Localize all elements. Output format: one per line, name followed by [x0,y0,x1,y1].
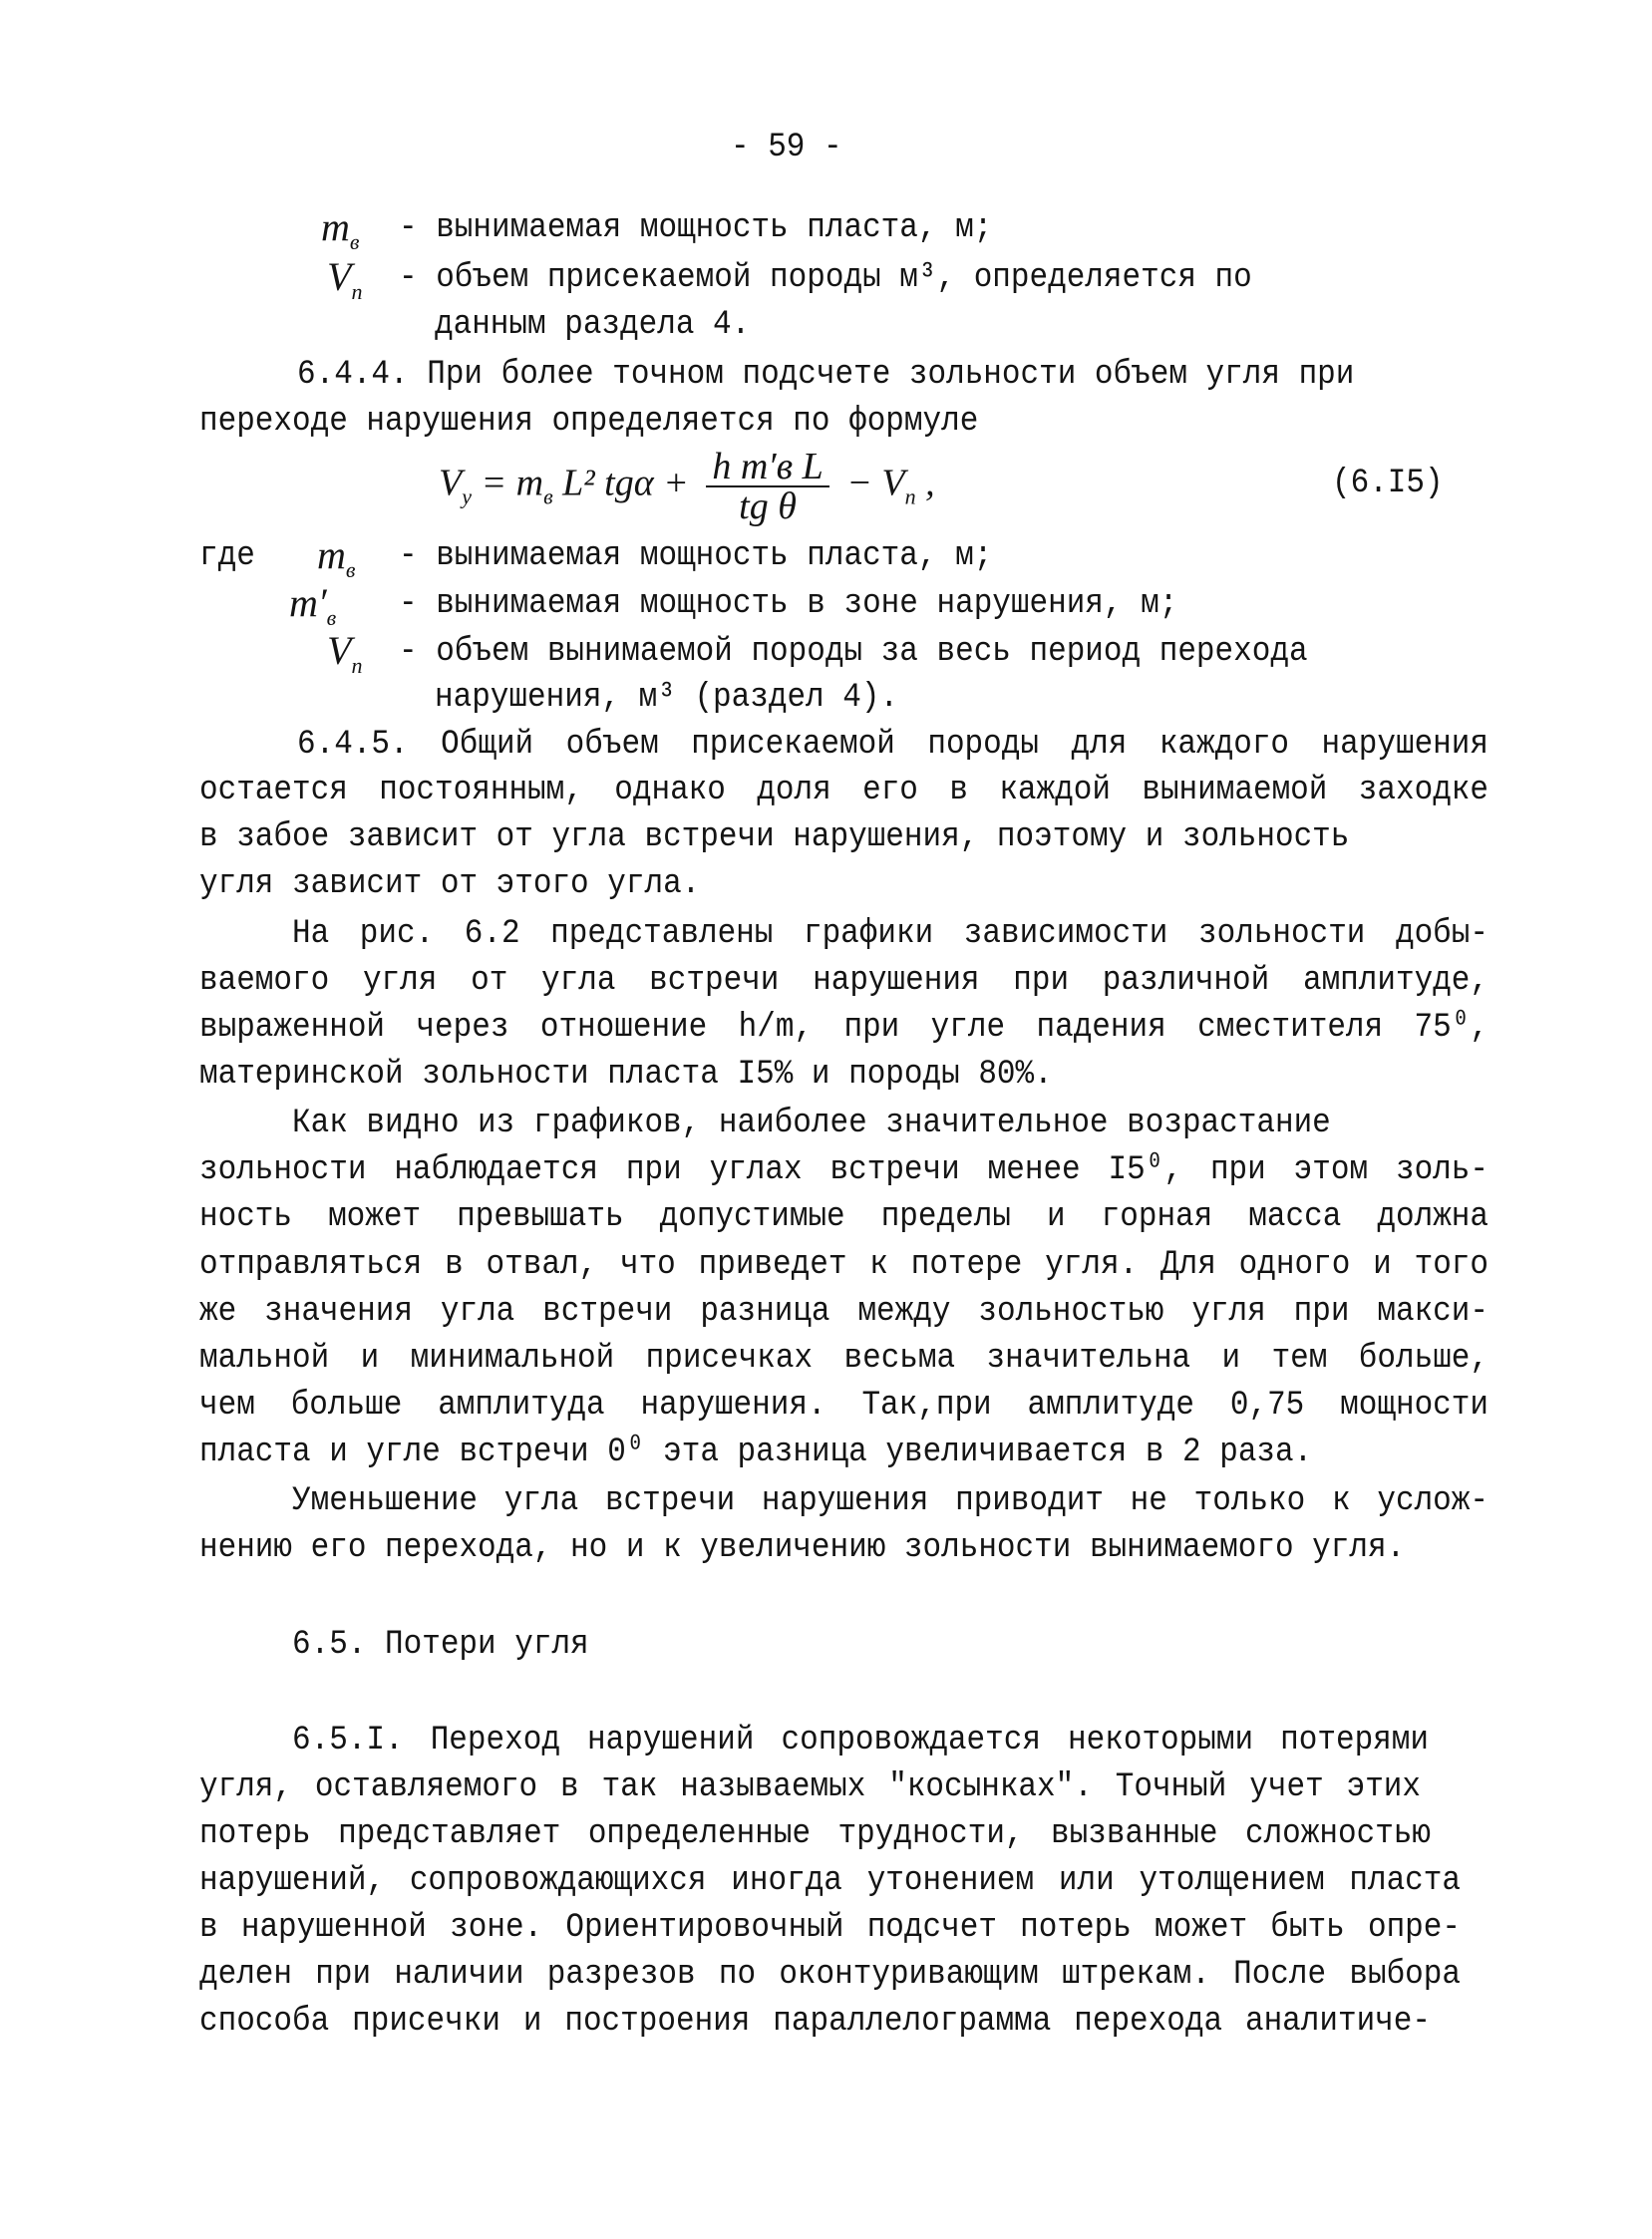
symbol-m-v [321,204,360,254]
paragraph-line: угля, оставляемого в так называемых "косынках". Точный учет этих [199,1766,1421,1807]
formula-eq: = [471,462,516,504]
symbol-text: V [327,628,352,673]
paragraph-line: ность может превышать допустимые пределы и горная масса должна [199,1196,1488,1237]
paragraph-line: в нарушенной зоне. Ориентировочный подсчет потерь может быть опре- [199,1907,1461,1948]
paragraph-line: Уменьшение угла встречи нарушения приводит не только к услож- [292,1480,1488,1521]
paragraph-line: отправляться в отвал, что приведет к потере угля. Для одного и того [199,1244,1488,1285]
formula-comma: , [915,462,935,504]
where-label: где [199,535,255,576]
paragraph-line: нению его перехода, но и к увеличению зольности вынимаемого угля. [199,1527,1406,1568]
paragraph-line: зольности наблюдается при углах встречи менее I5⁰, при этом золь- [199,1149,1488,1190]
symbol-v-p [327,254,363,304]
paragraph-line: угля зависит от этого угла. [199,863,701,904]
symbol-sub: п [351,279,363,304]
symbol-sub: в [345,557,356,582]
paragraph-line: остается постоянным, однако доля его в каждой вынимаемой заходке [199,770,1488,810]
symbol-text: V [327,254,352,299]
formula-6-15 [439,448,935,525]
formula-term-rest: L² tgα + [552,462,699,504]
paragraph-line: пласта и угле встречи 0⁰ эта разница увеличивается в 2 раза. [199,1432,1313,1472]
paragraph-line: чем больше амплитуда нарушения. Так,при амплитуде 0,75 мощности [199,1385,1488,1426]
formula-number: (6.I5) [1332,463,1444,503]
section-heading: 6.5. Потери угля [292,1624,589,1665]
paragraph-line: переходе нарушения определяется по формуле [199,401,979,442]
definition-line: нарушения, м³ (раздел 4). [435,677,899,718]
definition-line: данным раздела 4. [435,304,751,345]
paragraph-line: На рис. 6.2 представлены графики зависимости зольности добы- [292,913,1488,954]
paragraph-line: Как видно из графиков, наиболее значительное возрастание [292,1103,1331,1143]
paragraph-line: в забое зависит от угла встречи нарушения, поэтому и зольность [199,816,1350,857]
paragraph-line: же значения угла встречи разница между зольностью угля при макси- [199,1291,1488,1332]
definition-line: - вынимаемая мощность пласта, м; [399,207,993,248]
fraction-numerator: h m′в L [706,448,828,487]
definition-line: - объем присекаемой породы м³, определяется по [399,257,1252,298]
paragraph-line: 6.4.4. При более точном подсчете зольности объем угля при [297,354,1355,395]
formula-tail-sub: п [904,483,916,509]
paragraph-line: мальной и минимальной присечках весьма значительна и тем больше, [199,1338,1488,1379]
paragraph-line: нарушений, сопровождающихся иногда утонением или утолщением пласта [199,1860,1461,1901]
paragraph-line: 6.5.I. Переход нарушений сопровождается некоторыми потерями [292,1720,1429,1760]
paragraph-line: ваемого угля от угла встречи нарушения при различной амплитуде, [199,960,1488,1001]
page-number: - 59 - [731,127,842,167]
symbol-sub: в [349,229,360,254]
paragraph-line: выраженной через отношение h/m, при угле падения сместителя 75⁰, [199,1007,1488,1048]
paragraph-line: материнской зольности пласта I5% и породы 80%. [199,1054,1053,1095]
symbol-text: m′ [289,580,327,625]
formula-lhs-sub: у [462,483,472,509]
definition-line: - вынимаемая мощность пласта, м; [399,535,993,576]
formula-term: m [515,462,544,504]
symbol-text: m [321,204,350,249]
formula-fraction [706,448,828,525]
fraction-denominator: tg θ [739,485,797,527]
symbol-m-v [317,532,356,582]
formula-tail: − V [836,462,905,504]
definition-line: - объем вынимаемой породы за весь период перехода [399,631,1308,672]
definition-line: - вынимаемая мощность в зоне нарушения, м; [399,583,1178,624]
paragraph-line: способа присечки и построения параллелограмма перехода аналитиче- [199,2001,1431,2042]
symbol-text: m [317,532,346,577]
symbol-sub: п [351,653,363,678]
symbol-sub: в [326,605,337,630]
formula-lhs: V [439,462,463,504]
formula-term-sub: в [543,483,553,509]
symbol-m-v-prime [289,580,337,630]
paragraph-line: 6.4.5. Общий объем присекаемой породы для каждого нарушения [297,724,1488,765]
paragraph-line: делен при наличии разрезов по оконтуривающим штрекам. После выбора [199,1954,1461,1995]
symbol-v-p [327,628,363,678]
paragraph-line: потерь представляет определенные трудности, вызванные сложностью [199,1813,1431,1854]
